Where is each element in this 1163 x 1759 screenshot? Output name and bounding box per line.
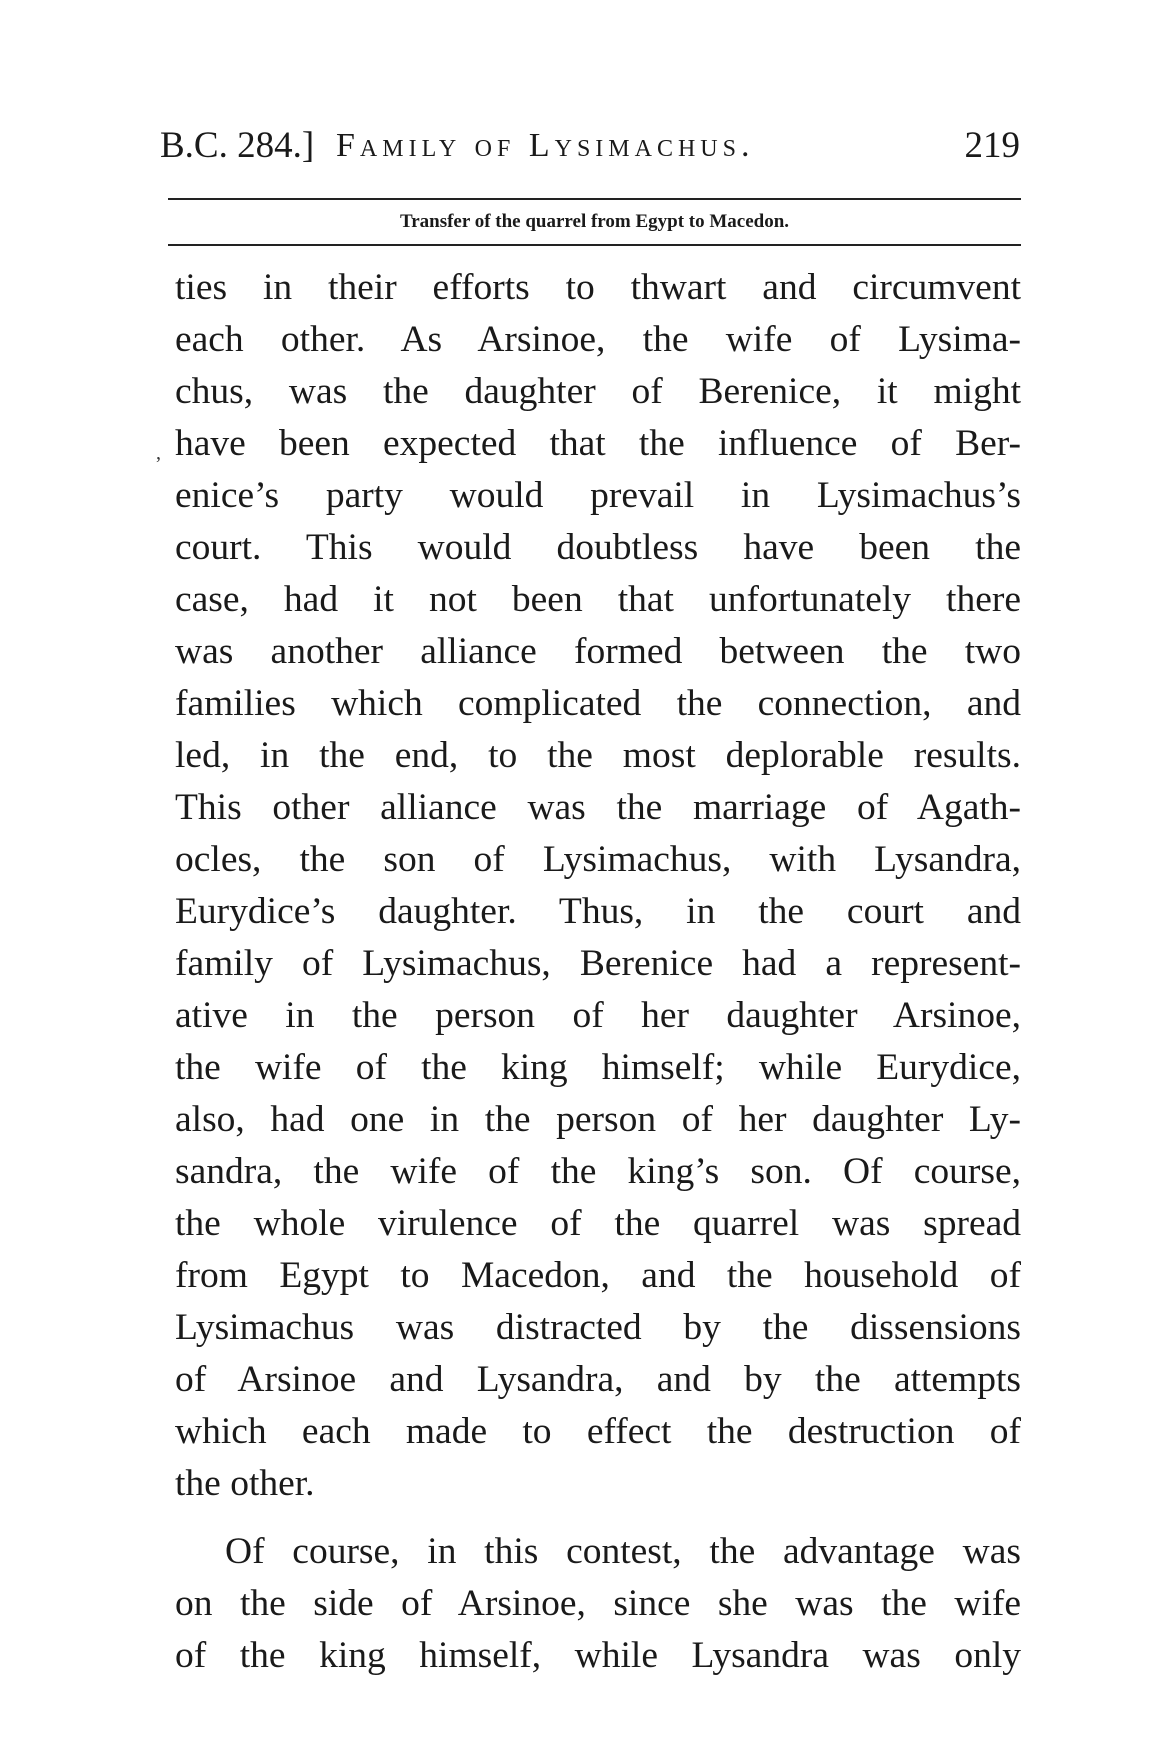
text-line: from Egypt to Macedon, and the household of: [175, 1255, 1021, 1296]
text-line: also, had one in the person of her daughter Ly-: [175, 1099, 1021, 1140]
text-line: each other. As Arsinoe, the wife of Lysima-: [175, 319, 1021, 360]
paragraph-1: [175, 262, 1021, 1510]
margin-mark: ,: [156, 442, 161, 464]
text-line: Of course, in this contest, the advantage was: [225, 1531, 1021, 1572]
header-rule-bottom: [168, 244, 1021, 246]
text-line: chus, was the daughter of Berenice, it might: [175, 371, 1021, 412]
paragraph-gap: [175, 1510, 1021, 1526]
page-subtitle: Transfer of the quarrel from Egypt to Macedon.: [399, 211, 790, 232]
text-line: Eurydice’s daughter. Thus, in the court and: [175, 891, 1021, 932]
running-header: [160, 118, 1020, 174]
paragraph-2: [175, 1526, 1021, 1682]
text-line: the whole virulence of the quarrel was spread: [175, 1203, 1021, 1244]
text-line: ties in their efforts to thwart and circumvent: [175, 267, 1021, 308]
text-line: families which complicated the connection, and: [175, 683, 1021, 724]
header-title: Family of Lysimachus.: [336, 127, 755, 164]
text-line: have been expected that the influence of Ber-: [175, 423, 1021, 464]
text-line: ocles, the son of Lysimachus, with Lysandra,: [175, 839, 1021, 880]
text-line: This other alliance was the marriage of Agath-: [175, 787, 1021, 828]
text-line: enice’s party would prevail in Lysimachus’s: [175, 475, 1021, 516]
text-line: of Arsinoe and Lysandra, and by the attempts: [175, 1359, 1021, 1400]
header-rule-top: [168, 198, 1021, 200]
text-line: ative in the person of her daughter Arsinoe,: [175, 995, 1021, 1036]
text-line: the wife of the king himself; while Eurydice,: [175, 1047, 1021, 1088]
body-text: [175, 262, 1021, 1682]
text-line: court. This would doubtless have been the: [175, 527, 1021, 568]
text-line: led, in the end, to the most deplorable results.: [175, 735, 1021, 776]
text-line: Lysimachus was distracted by the dissensions: [175, 1307, 1021, 1348]
text-line: the other.: [175, 1463, 315, 1504]
header-date: B.C. 284.]: [160, 125, 315, 166]
text-line: sandra, the wife of the king’s son. Of course,: [175, 1151, 1021, 1192]
page-number: 219: [964, 125, 1020, 166]
text-line: of the king himself, while Lysandra was only: [175, 1635, 1021, 1676]
text-line: was another alliance formed between the two: [175, 631, 1021, 672]
text-line: case, had it not been that unfortunately there: [175, 579, 1021, 620]
text-line: on the side of Arsinoe, since she was the wife: [175, 1583, 1021, 1624]
text-line: family of Lysimachus, Berenice had a represent-: [175, 943, 1021, 984]
text-line: which each made to effect the destruction of: [175, 1411, 1021, 1452]
